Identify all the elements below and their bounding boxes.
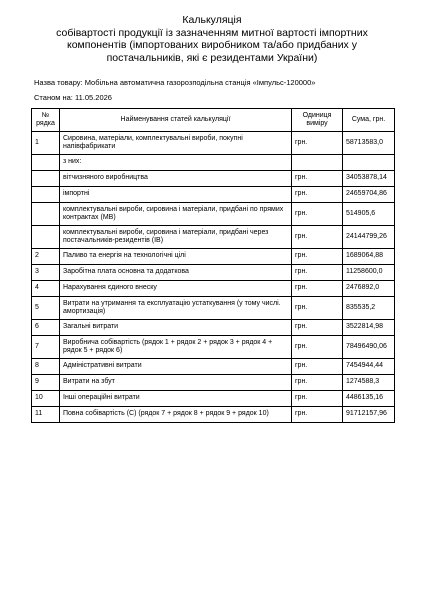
document-title xyxy=(30,14,394,64)
row-item-name: Витрати на утримання та експлуатацію устаткування (у тому числі. амортизація) xyxy=(60,297,292,320)
title-line-2: собівартості продукції із зазначенням митної вартості імпортних xyxy=(56,26,368,39)
row-unit: грн. xyxy=(292,249,343,265)
row-number: 6 xyxy=(32,320,60,336)
row-item-name: Витрати на збут xyxy=(60,375,292,391)
row-unit: грн. xyxy=(292,336,343,359)
row-sum: 2476892,0 xyxy=(343,281,395,297)
title-line-4: постачальників, які є резидентами України) xyxy=(106,51,318,64)
header-item-name: Найменування статей калькуляції xyxy=(60,109,292,132)
table-row xyxy=(32,297,395,320)
cost-calculation-table xyxy=(31,108,395,423)
as-of-date: Станом на: 11.05.2026 xyxy=(34,93,112,102)
row-item-name: комплектувальні вироби, сировина і матеріали, придбані по прямих контрактах (МВ) xyxy=(60,203,292,226)
table-row xyxy=(32,155,395,171)
row-item-name: Повна собівартість (С) (рядок 7 + рядок 8 + рядок 9 + рядок 10) xyxy=(60,407,292,423)
table-row xyxy=(32,407,395,423)
row-sum: 78496490,06 xyxy=(343,336,395,359)
row-item-name: Загальні витрати xyxy=(60,320,292,336)
row-unit: грн. xyxy=(292,281,343,297)
row-number xyxy=(32,226,60,249)
table-row xyxy=(32,391,395,407)
row-sum: 1274588,3 xyxy=(343,375,395,391)
row-sum: 7454944,44 xyxy=(343,359,395,375)
row-number: 11 xyxy=(32,407,60,423)
row-item-name: комплектувальні вироби, сировина і матеріали, придбані через постачальників-резидентів (ІВ) xyxy=(60,226,292,249)
row-sum: 3522814,98 xyxy=(343,320,395,336)
row-number xyxy=(32,203,60,226)
header-row-number: № рядка xyxy=(32,109,60,132)
row-number: 9 xyxy=(32,375,60,391)
row-item-name: з них: xyxy=(60,155,292,171)
table-row xyxy=(32,132,395,155)
table-row xyxy=(32,249,395,265)
table-row xyxy=(32,187,395,203)
row-sum: 91712157,96 xyxy=(343,407,395,423)
row-number: 4 xyxy=(32,281,60,297)
row-unit: грн. xyxy=(292,297,343,320)
row-number: 1 xyxy=(32,132,60,155)
table-row xyxy=(32,226,395,249)
row-sum: 1689064,88 xyxy=(343,249,395,265)
row-unit: грн. xyxy=(292,359,343,375)
table-row xyxy=(32,171,395,187)
row-sum: 34053878,14 xyxy=(343,171,395,187)
row-number xyxy=(32,187,60,203)
row-number: 5 xyxy=(32,297,60,320)
row-item-name: Адміністративні витрати xyxy=(60,359,292,375)
table-row xyxy=(32,320,395,336)
row-sum: 11258600,0 xyxy=(343,265,395,281)
row-item-name: Нарахування єдиного внеску xyxy=(60,281,292,297)
title-line-3: компонентів (імпортованих виробником та/або придбаних у xyxy=(67,39,357,51)
table-row xyxy=(32,265,395,281)
row-sum xyxy=(343,155,395,171)
row-number: 3 xyxy=(32,265,60,281)
header-sum: Сума, грн. xyxy=(343,109,395,132)
row-sum: 835535,2 xyxy=(343,297,395,320)
row-sum: 24659704,86 xyxy=(343,187,395,203)
row-sum: 24144799,26 xyxy=(343,226,395,249)
row-unit xyxy=(292,155,343,171)
row-unit: грн. xyxy=(292,171,343,187)
table-row xyxy=(32,375,395,391)
row-number: 7 xyxy=(32,336,60,359)
row-number: 10 xyxy=(32,391,60,407)
row-sum: 58713583,0 xyxy=(343,132,395,155)
row-unit: грн. xyxy=(292,375,343,391)
table-header-row xyxy=(32,109,395,132)
row-unit: грн. xyxy=(292,265,343,281)
row-item-name: Інші операційні витрати xyxy=(60,391,292,407)
product-name: Назва товару: Мобільна автоматична газорозподільна станція «Імпульс-120000» xyxy=(34,78,316,87)
row-item-name: імпортні xyxy=(60,187,292,203)
row-number xyxy=(32,171,60,187)
row-unit: грн. xyxy=(292,226,343,249)
row-number xyxy=(32,155,60,171)
row-unit: грн. xyxy=(292,203,343,226)
header-unit: Одиниця виміру xyxy=(292,109,343,132)
title-line-1: Калькуляція xyxy=(182,14,242,26)
table-row xyxy=(32,203,395,226)
row-sum: 4486135,16 xyxy=(343,391,395,407)
row-item-name: Виробнича собівартість (рядок 1 + рядок 2 + рядок 3 + рядок 4 + рядок 5 + рядок 6) xyxy=(60,336,292,359)
row-item-name: Заробітна плата основна та додаткова xyxy=(60,265,292,281)
row-unit: грн. xyxy=(292,187,343,203)
row-unit: грн. xyxy=(292,132,343,155)
table-row xyxy=(32,281,395,297)
row-sum: 514905,6 xyxy=(343,203,395,226)
row-unit: грн. xyxy=(292,407,343,423)
row-number: 2 xyxy=(32,249,60,265)
table-row xyxy=(32,359,395,375)
table-row xyxy=(32,336,395,359)
row-number: 8 xyxy=(32,359,60,375)
row-unit: грн. xyxy=(292,391,343,407)
row-unit: грн. xyxy=(292,320,343,336)
row-item-name: Сировина, матеріали, комплектувальні вироби, покупні напівфабрикати xyxy=(60,132,292,155)
row-item-name: вітчизняного виробництва xyxy=(60,171,292,187)
row-item-name: Паливо та енергія на технологічні цілі xyxy=(60,249,292,265)
